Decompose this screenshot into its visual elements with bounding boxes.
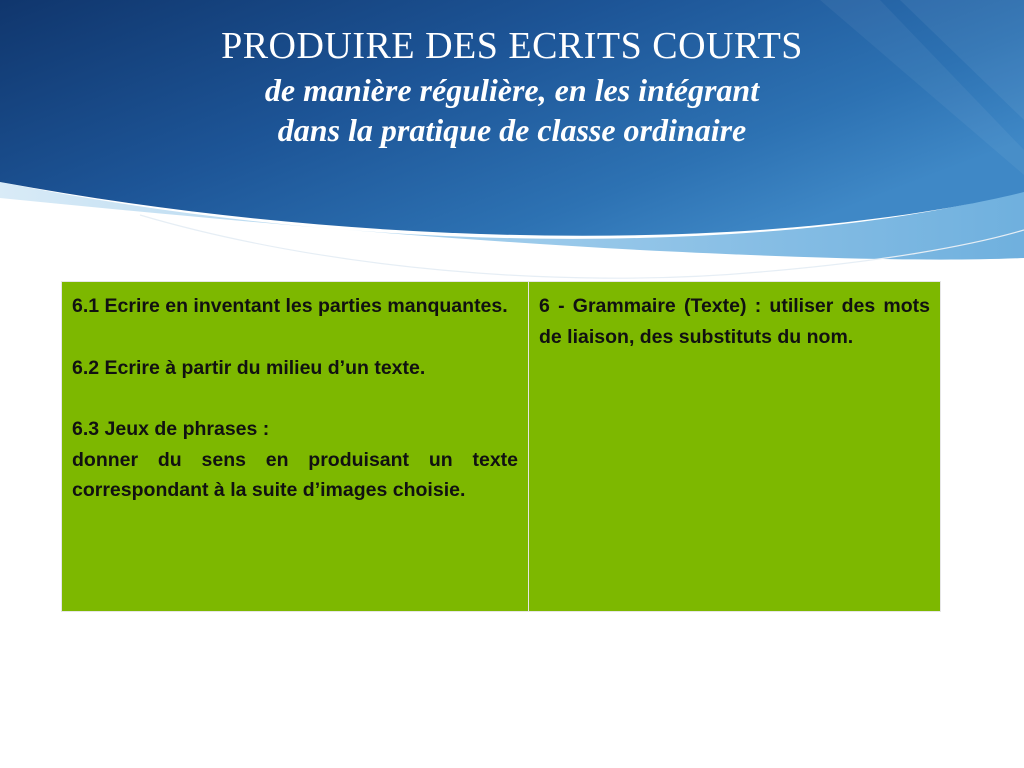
item-6-3-text: donner du sens en produisant un texte correspondant à la suite d’images choisie.: [72, 448, 518, 501]
slide-subtitle-line1: de manière régulière, en les intégrant: [264, 72, 760, 108]
slide-subtitle-line2: dans la pratique de classe ordinaire: [277, 112, 747, 148]
grammar-text: 6 - Grammaire (Texte) : utiliser des mots de liaison, des substituts du nom.: [539, 295, 930, 348]
left-cell: [62, 282, 529, 612]
table-row: [62, 282, 941, 612]
content-table: [61, 281, 941, 612]
item-6-2-text: 6.2 Ecrire à partir du milieu d’un texte.: [72, 356, 426, 379]
item-6-3-heading: 6.3 Jeux de phrases :: [72, 418, 270, 440]
slide-title: PRODUIRE DES ECRITS COURTS: [221, 25, 803, 67]
right-cell: [529, 282, 941, 612]
item-6-1-text: 6.1 Ecrire en inventant les parties manquantes.: [72, 295, 508, 317]
title-block: [0, 22, 1024, 150]
